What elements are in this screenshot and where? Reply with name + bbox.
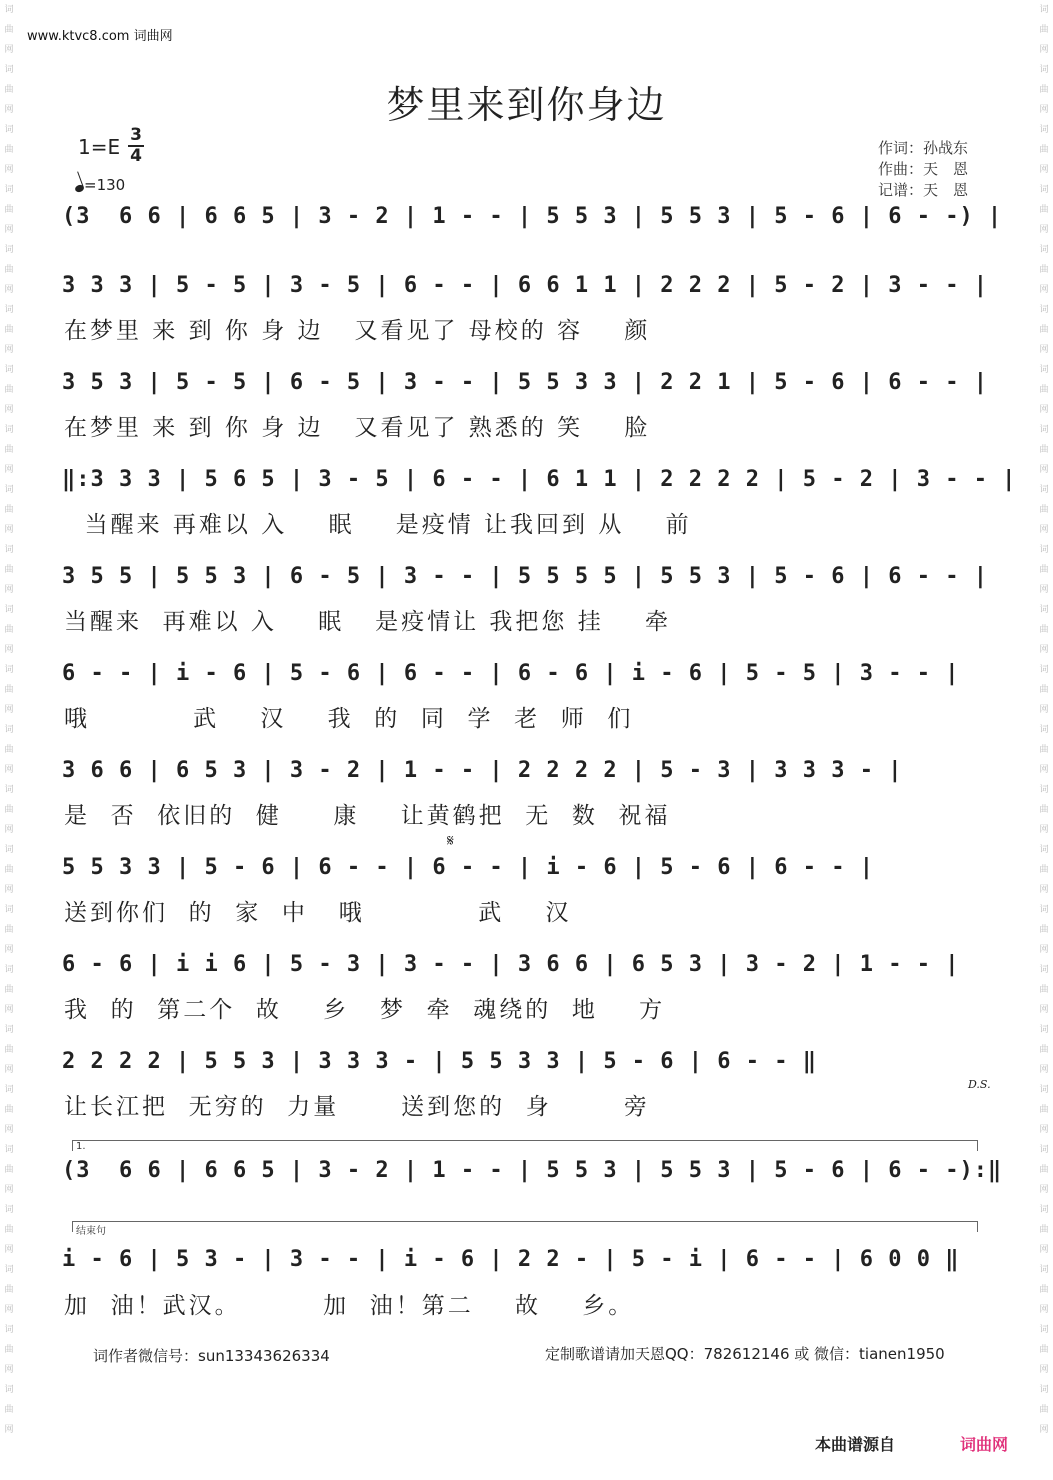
notes-line-7: 5 5 3 3 | 5 - 6 | 6 - - | 6 - - | i - 6 | 5 - 6 | 6 - - |: [62, 855, 874, 880]
side-watermark-text: 词 曲 网: [4, 1265, 14, 1315]
notes-line-6: 3 6 6 | 6 5 3 | 3 - 2 | 1 - - | 2 2 2 2 | 5 - 3 | 3 3 3 - |: [62, 758, 903, 783]
site-label[interactable]: www.ktvc8.com 词曲网: [27, 29, 173, 44]
lyrics-line-6: 是 否 依旧的 健 康 让黄鹤把 无 数 祝福: [64, 803, 671, 829]
ending-lyrics: 加 油！武汉。 加 油！第二 故 乡。: [64, 1293, 635, 1319]
lyrics-line-3: 当醒来 再难以 入 眠 是疫情 让我回到 从 前: [64, 512, 692, 538]
side-watermark-text: 词 曲 网: [1039, 1025, 1049, 1075]
brand-link[interactable]: 词曲网: [960, 1435, 1009, 1454]
side-watermark-text: 词 曲 网: [1039, 905, 1049, 955]
credits: [878, 138, 968, 201]
notes-line-2: 3 5 3 | 5 - 5 | 6 - 5 | 3 - - | 5 5 3 3 | 2 2 1 | 5 - 6 | 6 - - |: [62, 370, 988, 395]
side-watermark-text: 词 曲 网: [4, 5, 14, 55]
lyrics-line-9: 让长江把 无穷的 力量 送到您的 身 旁: [64, 1094, 650, 1120]
lyrics-line-8: 我 的 第二个 故 乡 梦 牵 魂绕的 地 方: [64, 997, 666, 1023]
side-watermark-text: 词 曲 网: [1039, 365, 1049, 415]
side-watermark-text: 词 曲 网: [4, 545, 14, 595]
side-watermark-text: 词 曲 网: [4, 245, 14, 295]
notes-line-5: 6 - - | i - 6 | 5 - 6 | 6 - - | 6 - 6 | i - 6 | 5 - 5 | 3 - - |: [62, 661, 960, 686]
time-sig-top: 3: [130, 125, 142, 145]
side-watermark-text: 词 曲 网: [1039, 1085, 1049, 1135]
side-watermark-text: 词 曲 网: [1039, 245, 1049, 295]
side-watermark-text: 词 曲 网: [4, 845, 14, 895]
side-watermark-text: 词 曲 网: [4, 665, 14, 715]
custom-score-contact: 定制歌谱请加天恩QQ：782612146 或 微信：tianen1950: [545, 1345, 945, 1363]
transcriber: 记谱：天 恩: [878, 181, 969, 199]
source-label: 本曲谱源自: [815, 1435, 896, 1454]
first-ending-bracket: [72, 1140, 978, 1151]
tempo-value: =130: [84, 176, 126, 194]
time-signature: [126, 126, 146, 166]
side-watermark-text: 词 曲 网: [1039, 545, 1049, 595]
notes-line-8: 6 - 6 | i i 6 | 5 - 3 | 3 - - | 3 6 6 | 6 5 3 | 3 - 2 | 1 - - |: [62, 952, 960, 977]
side-watermark-text: 词 曲 网: [1039, 1385, 1049, 1435]
key-signature: 1=E: [78, 135, 121, 159]
side-watermark-text: 词 曲 网: [4, 725, 14, 775]
side-watermark-text: 词 曲 网: [1039, 725, 1049, 775]
ending-bracket: [72, 1221, 978, 1237]
segno-icon: 𝄋: [447, 831, 454, 850]
side-watermark-text: 词 曲 网: [1039, 5, 1049, 55]
side-watermark-text: 词 曲 网: [4, 785, 14, 835]
lyrics-line-2: 在梦里 来 到 你 身 边 又看见了 熟悉的 笑 脸: [64, 415, 651, 441]
intro-notes: (3 6 6 | 6 6 5 | 3 - 2 | 1 - - | 5 5 3 | 5 5 3 | 5 - 6 | 6 - -) |: [62, 204, 1003, 229]
volta-label: 1.: [76, 1141, 86, 1152]
ending-notes: i - 6 | 5 3 - | 3 - - | i - 6 | 2 2 - | 5 - i | 6 - - | 6 0 0 ‖: [62, 1247, 960, 1272]
ds-marking: D.S.: [968, 1078, 991, 1091]
side-watermark-text: 词 曲 网: [4, 1325, 14, 1375]
side-watermark-text: 词 曲 网: [4, 125, 14, 175]
tempo: [75, 176, 125, 194]
side-watermark-text: 词 曲 网: [1039, 605, 1049, 655]
lyricist-wechat: 词作者微信号：sun13343626334: [93, 1347, 330, 1365]
side-watermark-text: 词 曲 网: [4, 1025, 14, 1075]
side-watermark-text: 词 曲 网: [1039, 1265, 1049, 1315]
notes-line-1: 3 3 3 | 5 - 5 | 3 - 5 | 6 - - | 6 6 1 1 | 2 2 2 | 5 - 2 | 3 - - |: [62, 273, 988, 298]
lyrics-line-1: 在梦里 来 到 你 身 边 又看见了 母校的 容 颜: [64, 318, 651, 344]
side-watermark-text: 词 曲 网: [4, 1385, 14, 1435]
side-watermark-text: 词 曲 网: [1039, 65, 1049, 115]
side-watermark-text: 词 曲 网: [1039, 305, 1049, 355]
side-watermark-text: 词 曲 网: [4, 365, 14, 415]
notes-line-4: 3 5 5 | 5 5 3 | 6 - 5 | 3 - - | 5 5 5 5 | 5 5 3 | 5 - 6 | 6 - - |: [62, 564, 988, 589]
time-sig-bottom: 4: [130, 146, 142, 166]
side-watermark-text: 词 曲 网: [1039, 785, 1049, 835]
side-watermark-text: 词 曲 网: [4, 185, 14, 235]
side-watermark-text: 词 曲 网: [4, 1145, 14, 1195]
side-watermark-text: 词 曲 网: [4, 305, 14, 355]
side-watermark-text: 词 曲 网: [1039, 125, 1049, 175]
side-watermark-text: 词 曲 网: [1039, 185, 1049, 235]
side-watermark-text: 词 曲 网: [4, 605, 14, 655]
side-watermark-text: 词 曲 网: [1039, 1325, 1049, 1375]
side-watermark-text: 词 曲 网: [1039, 485, 1049, 535]
side-watermark-text: 词 曲 网: [4, 1205, 14, 1255]
notes-line-9: 2 2 2 2 | 5 5 3 | 3 3 3 - | 5 5 3 3 | 5 - 6 | 6 - - ‖: [62, 1049, 817, 1074]
lyrics-line-7: 送到你们 的 家 中 哦 武 汉: [64, 900, 572, 926]
side-watermark-text: 词 曲 网: [4, 965, 14, 1015]
side-watermark-text: 词 曲 网: [4, 905, 14, 955]
composer: 作曲：天 恩: [878, 160, 969, 178]
notes-line-3: ‖:3 3 3 | 5 6 5 | 3 - 5 | 6 - - | 6 1 1 | 2 2 2 2 | 5 - 2 | 3 - - |: [62, 467, 1017, 492]
lyrics-line-4: 当醒来 再难以 入 眠 是疫情让 我把您 挂 牵: [64, 609, 671, 635]
side-watermark-text: 词 曲 网: [4, 485, 14, 535]
side-watermark-text: 词 曲 网: [4, 65, 14, 115]
ending-label: 结束句: [76, 1226, 106, 1237]
lyrics-line-5: 哦 武 汉 我 的 同 学 老 师 们: [64, 706, 634, 732]
page-title: 梦里来到你身边: [386, 83, 667, 127]
side-watermark-text: 词 曲 网: [1039, 1145, 1049, 1195]
side-watermark-left: [2, 0, 16, 1480]
repeat-intro-notes: (3 6 6 | 6 6 5 | 3 - 2 | 1 - - | 5 5 3 | 5 5 3 | 5 - 6 | 6 - -):‖: [62, 1158, 1003, 1183]
side-watermark-text: 词 曲 网: [4, 425, 14, 475]
side-watermark-text: 词 曲 网: [1039, 425, 1049, 475]
side-watermark-text: 词 曲 网: [1039, 965, 1049, 1015]
side-watermark-text: 词 曲 网: [1039, 845, 1049, 895]
side-watermark-text: 词 曲 网: [1039, 665, 1049, 715]
side-watermark-text: 词 曲 网: [1039, 1205, 1049, 1255]
side-watermark-text: 词 曲 网: [4, 1085, 14, 1135]
side-watermark-right: [1037, 0, 1051, 1480]
lyricist: 作词：孙战东: [878, 139, 969, 157]
